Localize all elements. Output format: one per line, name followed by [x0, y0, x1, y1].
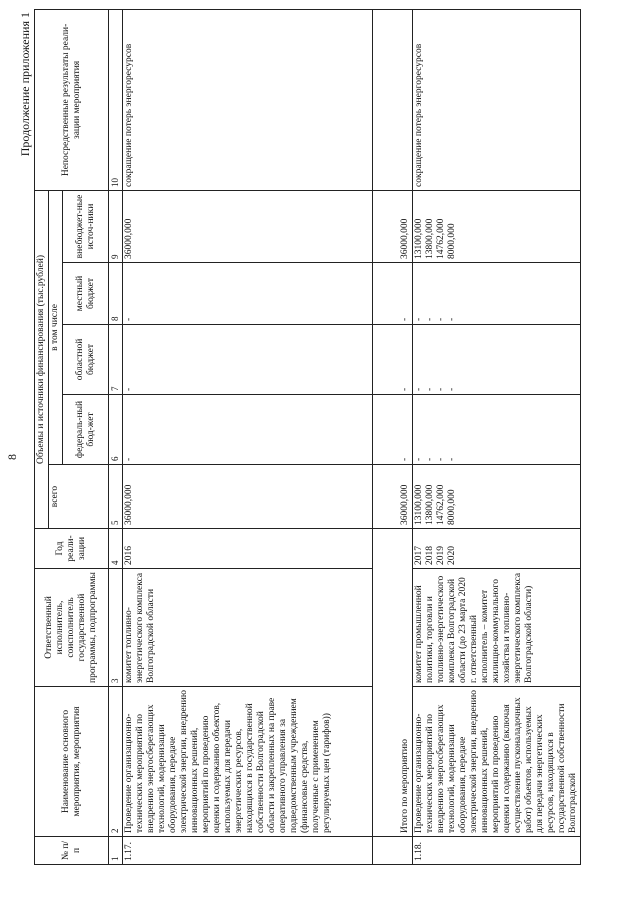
row-local: - — [123, 263, 373, 325]
header-local: местный бюджет — [63, 263, 109, 325]
table-row — [123, 9, 373, 864]
row-federal: - — [123, 395, 373, 465]
row-federal: - - - - — [413, 395, 581, 465]
colnum: 10 — [109, 9, 123, 190]
row-years: 2017 2018 2019 2020 — [413, 529, 581, 569]
row-offbudget: 36000,000 — [123, 190, 373, 262]
row-responsible: комитет промышленной политики, торговли и топливно-энергетического комплекса Волгоградской области (до 23 марта 2020 г. ответственный исполнитель – комитет жилищно-коммунального хозяйства и топливно-энергетического комплекса Волгоградской области) — [413, 569, 581, 687]
row-regional: - - - - — [413, 325, 581, 395]
row-name: Проведение организационно-технических мероприятий по внедрению энергосберегающих технологий, модернизации оборудования, передаче электрической энергии, внедрению инновационных решений, мероприятий по проведению оценки и содержанию (включая осуществление пусконаладочных работ) объектов, используемых для передачи энергетических ресурсов, находящихся в государственной собственности Волгоградской — [413, 687, 581, 837]
colnum: 2 — [109, 687, 123, 837]
colnum: 4 — [109, 529, 123, 569]
subtotal-total: 36000,000 — [373, 465, 413, 529]
row-total: 13100,000 13800,000 14762,000 8000,000 — [413, 465, 581, 529]
colnum: 9 — [109, 190, 123, 262]
header-offbudget: внебюджет-ные источ-ники — [63, 190, 109, 262]
colnum: 8 — [109, 263, 123, 325]
subtotal-offbudget: 36000,000 — [373, 190, 413, 262]
colnum: 6 — [109, 395, 123, 465]
header-incl: в том числе — [49, 190, 63, 464]
header-funding: Объемы и источники финансирования (тыс.рублей) — [35, 190, 49, 528]
row-local: - - - - — [413, 263, 581, 325]
header-num: № п/п — [35, 837, 109, 865]
row-number: 1.17. — [123, 837, 373, 865]
row-regional: - — [123, 325, 373, 395]
colnum: 5 — [109, 465, 123, 529]
header-responsible: Ответственный исполнитель, соисполнитель государственной программы, подпрограммы — [35, 569, 109, 687]
header-federal: федераль-ный бюд-жет — [63, 395, 109, 465]
row-offbudget: 13100,000 13800,000 14762,000 8000,000 — [413, 190, 581, 262]
subtotal-local: - — [373, 263, 413, 325]
header-results: Непосредственные результаты реали-зации мероприятия — [35, 9, 109, 190]
header-regional: областной бюджет — [63, 325, 109, 395]
page-number: 8 — [5, 454, 19, 460]
row-results: сокращение потерь энергоресурсов — [413, 9, 581, 190]
colnum: 7 — [109, 325, 123, 395]
header-year: Год реали-зации — [35, 529, 109, 569]
subtotal-federal: - — [373, 395, 413, 465]
continuation-label: Продолжение приложения 1 — [18, 12, 32, 157]
colnum: 1 — [109, 837, 123, 865]
header-total: всего — [49, 465, 109, 529]
table-row — [413, 9, 581, 864]
header-name: Наименование основного мероприятия, мероприятия — [35, 687, 109, 837]
row-name: Проведение организационно-технических мероприятий по внедрению энергосберегающих технологий, модернизации оборудования, передаче электрической энергии, внедрению инновационных решений, мероприятий по проведению оценки и содержанию объектов, используемых для передачи энергетических ресурсов, находящихся в государственной собственности Волгоградской области и закрепленных на праве оперативного управления за подведомственным учреждением (финансовые средства, полученные с применением регулируемых цен (тарифов)) — [123, 687, 373, 837]
row-responsible: комитет топливно-энергетического комплекса Волгоградской области — [123, 569, 373, 687]
subtotal-label: Итого по мероприятию — [373, 529, 413, 837]
row-number: 1.18. — [413, 837, 581, 865]
subtotal-row — [373, 9, 413, 864]
row-results: сокращение потерь энергоресурсов — [123, 9, 373, 190]
subtotal-regional: - — [373, 325, 413, 395]
colnum: 3 — [109, 569, 123, 687]
program-table — [34, 9, 581, 865]
row-years: 2016 — [123, 529, 373, 569]
row-total: 36000,000 — [123, 465, 373, 529]
